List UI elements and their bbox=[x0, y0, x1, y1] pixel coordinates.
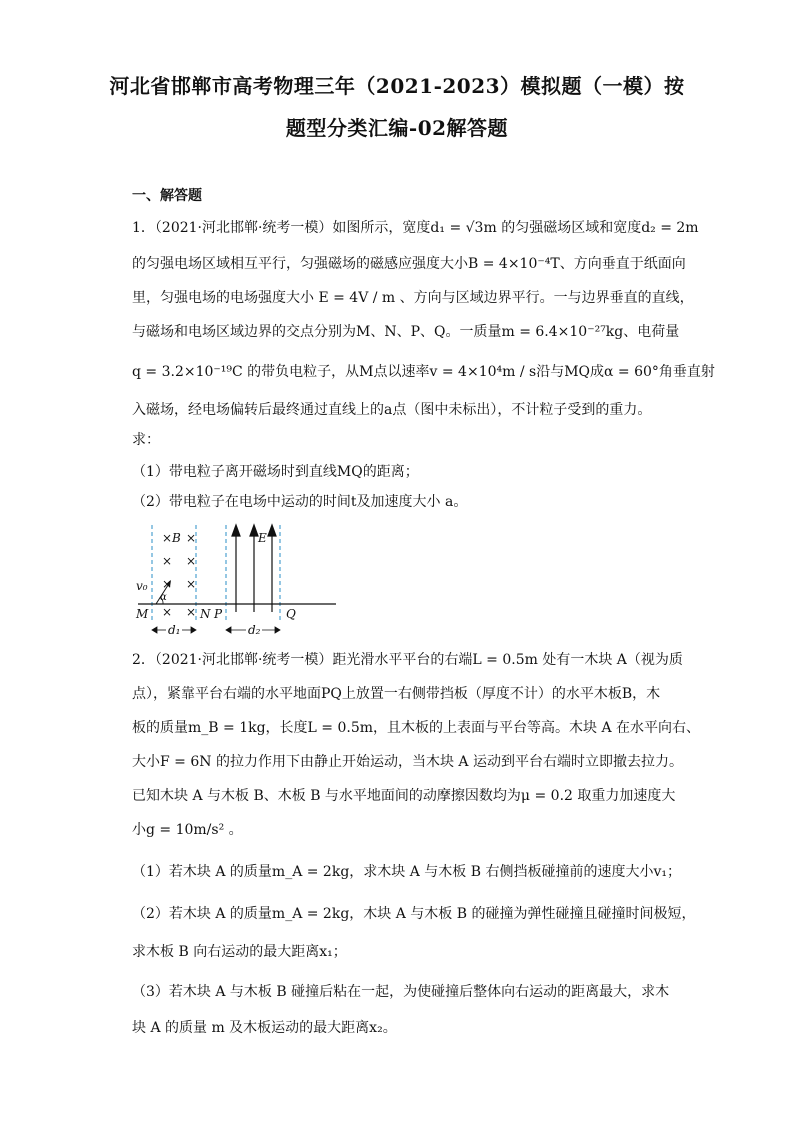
label-alpha: α bbox=[160, 592, 167, 603]
label-Q: Q bbox=[286, 607, 296, 621]
q2-line-2: 点），紧靠平台右端的水平地面PQ上放置一右侧带挡板（厚度不计）的水平木板B，木 bbox=[132, 686, 661, 702]
label-d2: d₂ bbox=[248, 623, 261, 637]
q2-line-6: 小g = 10m/s² 。 bbox=[132, 822, 243, 838]
q2-line-5: 已知木块 A 与木板 B、木板 B 与水平地面间的动摩擦因数均为μ = 0.2 取重力加速度大 bbox=[132, 788, 676, 804]
cross-2-1: × bbox=[162, 554, 173, 568]
label-B: ×B bbox=[162, 531, 181, 545]
page-title-line1: 河北省邯郸市高考物理三年（2021-2023）模拟题（一模）按 bbox=[109, 74, 685, 98]
q1-line-5: q = 3.2×10⁻¹⁹C 的带负电粒子，从M点以速率v = 4×10⁴m / s沿与MQ成α = 60°角垂直射 bbox=[132, 364, 715, 380]
q2-part-1: （1）若木块 A 的质量m_A = 2kg，求木块 A 与木板 B 右侧挡板碰撞前的速度大小v₁； bbox=[132, 864, 682, 880]
label-d1: d₁ bbox=[168, 623, 181, 637]
cross-3-1: × bbox=[162, 577, 173, 591]
cross-3-2: × bbox=[186, 577, 197, 591]
q1-line-4: 与磁场和电场区域边界的交点分别为M、N、P、Q。一质量m = 6.4×10⁻²⁷kg、电荷量 bbox=[132, 324, 680, 340]
q1-line-7: 求： bbox=[132, 432, 160, 448]
label-E: E bbox=[258, 531, 267, 545]
q2-part-2: （2）若木块 A 的质量m_A = 2kg，木块 A 与木板 B 的碰撞为弹性碰撞且碰撞时间极短， bbox=[132, 906, 696, 922]
q2-line-4: 大小F = 6N 的拉力作用下由静止开始运动，当木块 A 运动到平台右端时立即撤去拉力。 bbox=[132, 754, 683, 770]
page-title-line2: 题型分类汇编-02解答题 bbox=[285, 116, 509, 140]
cross-4-2: × bbox=[186, 605, 197, 619]
q1-line-1: 1．（2021·河北邯郸·统考一模）如图所示，宽度d₁ = √3m 的匀强磁场区域和宽度d₂ = 2m bbox=[132, 220, 699, 236]
cross-4-1: × bbox=[162, 605, 173, 619]
q1-part-1: （1）带电粒子离开磁场时到直线MQ的距离； bbox=[132, 464, 419, 480]
section-heading: 一、解答题 bbox=[132, 188, 202, 204]
q2-part-3: （3）若木块 A 与木板 B 碰撞后粘在一起，为使碰撞后整体向右运动的距离最大，求木 bbox=[132, 984, 670, 1000]
label-v0: v₀ bbox=[136, 579, 148, 593]
q1-line-3: 里，匀强电场的电场强度大小 E = 4V / m 、方向与区域边界平行。一与边界垂直的直线， bbox=[132, 290, 694, 306]
field-diagram bbox=[130, 520, 350, 645]
q1-line-2: 的匀强电场区域相互平行，匀强磁场的磁感应强度大小B = 4×10⁻⁴T、方向垂直于纸面向 bbox=[132, 256, 686, 272]
q2-line-11: 块 A 的质量 m 及木板运动的最大距离x₂。 bbox=[132, 1020, 397, 1036]
q2-line-1: 2．（2021·河北邯郸·统考一模）距光滑水平平台的右端L = 0.5m 处有一木块 A（视为质 bbox=[132, 652, 683, 668]
q1-part-2: （2）带电粒子在电场中运动的时间t及加速度大小 a。 bbox=[132, 494, 468, 510]
label-P: P bbox=[214, 607, 223, 621]
label-M: M bbox=[136, 607, 149, 621]
q1-line-6: 入磁场，经电场偏转后最终通过直线上的a点（图中未标出），不计粒子受到的重力。 bbox=[132, 402, 652, 418]
cross-1-2: × bbox=[186, 531, 197, 545]
cross-2-2: × bbox=[186, 554, 197, 568]
q2-line-3: 板的质量m_B = 1kg，长度L = 0.5m，且木板的上表面与平台等高。木块 A 在水平向右、 bbox=[132, 720, 701, 736]
label-N: N bbox=[200, 607, 211, 621]
q2-line-9: 求木板 B 向右运动的最大距离x₁； bbox=[132, 944, 347, 960]
